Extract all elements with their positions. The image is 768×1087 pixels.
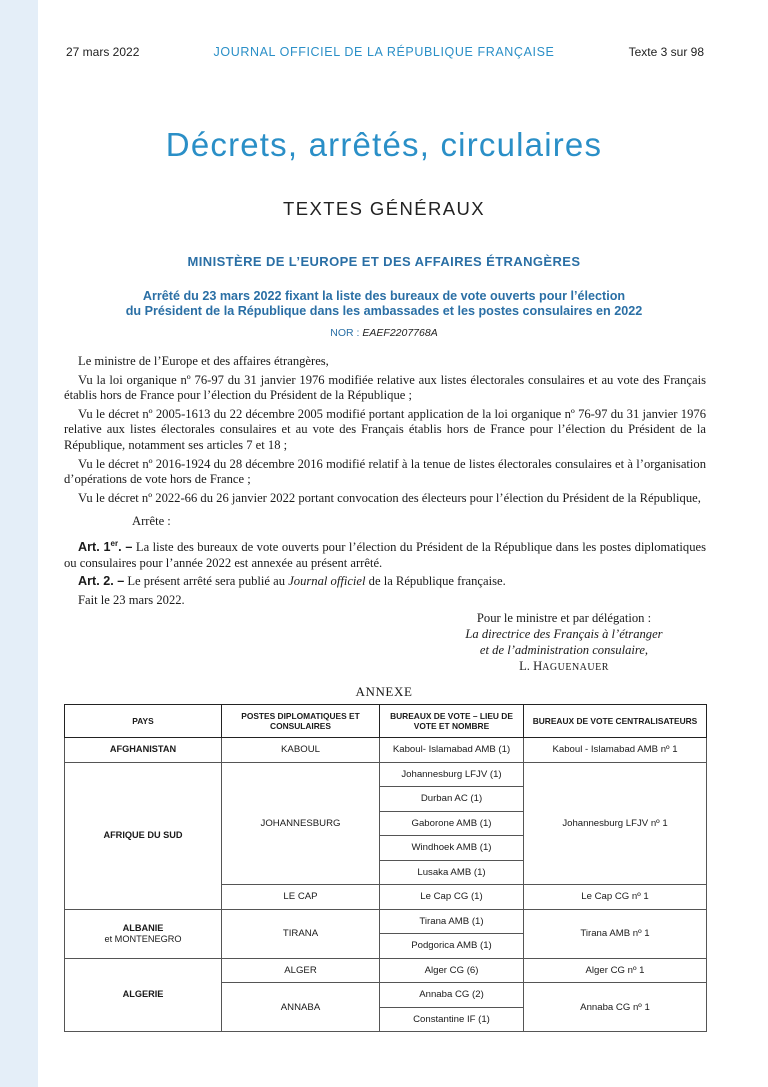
country-cell: ALGERIE [65, 958, 222, 1032]
country-cell [65, 909, 222, 958]
signature-line-2: La directrice des Français à l’étranger [465, 627, 663, 641]
post-cell: LE CAP [222, 885, 380, 910]
table-row [65, 909, 707, 934]
article-2-text-before: Le présent arrêté sera publié au [127, 574, 286, 589]
fait-line: Fait le 23 mars 2022. [78, 592, 185, 607]
article-1-number: Art. 1 [78, 540, 111, 555]
bureau-cell: Podgorica AMB (1) [380, 934, 524, 959]
section-subtitle: TEXTES GÉNÉRAUX [283, 198, 485, 219]
country-subname: et MONTENEGRO [104, 933, 182, 944]
bureau-cell: Tirana AMB (1) [380, 909, 524, 934]
signatory-surname: AGUENAUER [542, 662, 609, 673]
vu-paragraph-2: Vu le décret nº 2005-1613 du 22 décembre 2005 modifié portant application de la loi organique nº 76-97 du 31 janvier 1976 relative aux listes électorales consulaires et au vote des Français établis hors de France pour l’élection du Président de la République, notamment ses articles 7 et 18 ; [64, 406, 706, 452]
post-cell: JOHANNESBURG [222, 762, 380, 885]
table-header-row [65, 705, 707, 738]
header-journal-title: JOURNAL OFFICIEL DE LA RÉPUBLIQUE FRANÇAISE [213, 45, 555, 59]
post-cell: TIRANA [222, 909, 380, 958]
header-bureaux: BUREAUX DE VOTE – LIEU DE VOTE ET NOMBRE [380, 705, 524, 738]
central-cell: Annaba CG nº 1 [524, 983, 707, 1032]
ministry-heading: MINISTÈRE DE L’EUROPE ET DES AFFAIRES ÉTRANGÈRES [187, 254, 581, 269]
central-cell: Alger CG nº 1 [524, 958, 707, 983]
post-cell: KABOUL [222, 738, 380, 763]
bureau-cell: Lusaka AMB (1) [380, 860, 524, 885]
bureau-cell: Windhoek AMB (1) [380, 836, 524, 861]
country-name: ALBANIE [122, 922, 164, 933]
article-1-text: La liste des bureaux de vote ouverts pour l’élection du Président de la République dans les postes diplomatiques ou consulaires pour l’année 2022 est annexée au présent arrêté. [64, 540, 706, 570]
article-1 [64, 536, 706, 571]
intro-paragraph: Le ministre de l’Europe et des affaires étrangères, [78, 354, 329, 368]
annexe-title: ANNEXE [355, 684, 413, 699]
signatory-name [420, 658, 708, 676]
article-2-text-italic: Journal officiel [288, 574, 366, 589]
central-cell: Le Cap CG nº 1 [524, 885, 707, 910]
arrete-line: Arrête : [132, 514, 171, 529]
country-cell: AFGHANISTAN [65, 738, 222, 763]
article-2-label: Art. 2. – [78, 574, 125, 589]
header-centralisateurs: BUREAUX DE VOTE CENTRALISATEURS [524, 705, 707, 738]
signature-block [420, 610, 708, 676]
signature-line-3: et de l’administration consulaire, [479, 643, 649, 657]
article-2-text-after: de la République française. [368, 574, 506, 589]
article-1-label [78, 540, 132, 554]
arrete-title [60, 289, 708, 319]
header-date: 27 mars 2022 [66, 45, 140, 59]
table-row [65, 738, 707, 763]
nor-label: NOR : [330, 327, 360, 339]
table-row [65, 762, 707, 787]
bureau-cell: Le Cap CG (1) [380, 885, 524, 910]
central-cell: Tirana AMB nº 1 [524, 909, 707, 958]
article-1-superscript: er [110, 538, 119, 548]
signature-line-1: Pour le ministre et par délégation : [476, 611, 652, 625]
signatory-initial: L. H [519, 659, 543, 673]
header-pays: PAYS [65, 705, 222, 738]
header-postes: POSTES DIPLOMATIQUES ET CONSULAIRES [222, 705, 380, 738]
central-cell: Johannesburg LFJV nº 1 [524, 762, 707, 885]
section-title: Décrets, arrêtés, circulaires [165, 126, 603, 163]
post-cell: ANNABA [222, 983, 380, 1032]
table-row [65, 958, 707, 983]
arrete-title-line1: Arrêté du 23 mars 2022 fixant la liste des bureaux de vote ouverts pour l’élection [142, 289, 626, 303]
decree-body [64, 354, 706, 612]
bureau-cell: Constantine IF (1) [380, 1007, 524, 1032]
bureau-cell: Gaborone AMB (1) [380, 811, 524, 836]
bureau-cell: Johannesburg LFJV (1) [380, 762, 524, 787]
header-text-number: Texte 3 sur 98 [628, 45, 704, 59]
central-cell: Kaboul - Islamabad AMB nº 1 [524, 738, 707, 763]
article-1-dash: . – [118, 540, 133, 555]
vu-paragraph-1: Vu la loi organique nº 76-97 du 31 janvier 1976 modifiée relative aux listes électorales consulaires et au vote des Français établis hors de France pour l’élection du Président de la République ; [64, 372, 706, 403]
article-2 [64, 574, 706, 590]
bureau-cell: Alger CG (6) [380, 958, 524, 983]
post-cell: ALGER [222, 958, 380, 983]
bureau-cell: Kaboul- Islamabad AMB (1) [380, 738, 524, 763]
polling-stations-table [64, 704, 707, 1032]
nor-value: EAEF2207768A [362, 327, 438, 339]
bureau-cell: Durban AC (1) [380, 787, 524, 812]
arrete-title-line2: du Président de la République dans les ambassades et les postes consulaires en 2022 [125, 304, 643, 318]
country-cell: AFRIQUE DU SUD [65, 762, 222, 909]
nor-reference [0, 327, 768, 339]
vu-paragraph-4: Vu le décret nº 2022-66 du 26 janvier 2022 portant convocation des électeurs pour l’élection du Président de la République, [78, 490, 701, 505]
bureau-cell: Annaba CG (2) [380, 983, 524, 1008]
vu-paragraph-3: Vu le décret nº 2016-1924 du 28 décembre 2016 modifié relatif à la tenue de listes électorales consulaires et à l’organisation d’opérations de vote hors de France ; [64, 456, 706, 487]
